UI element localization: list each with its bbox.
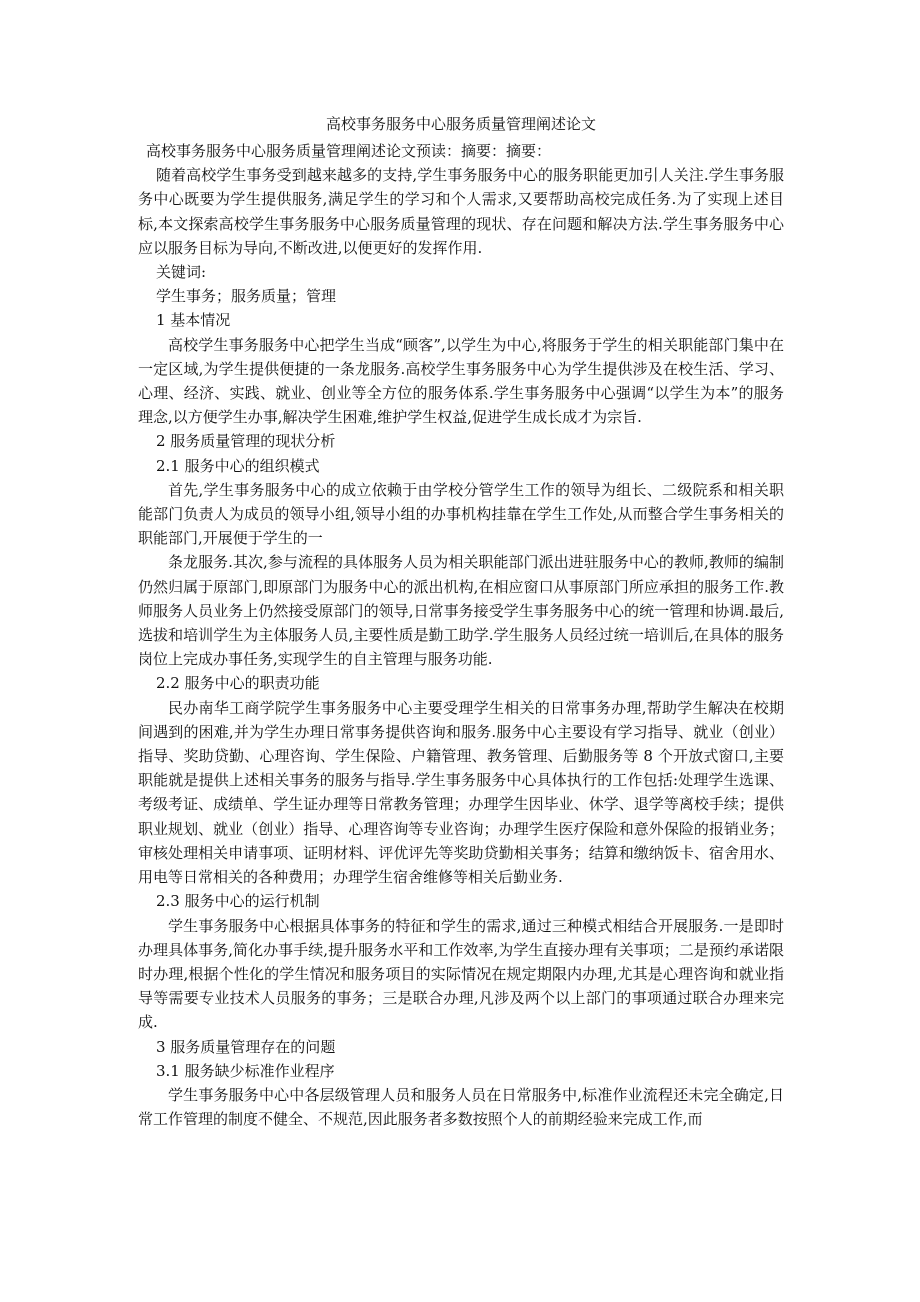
subsection-heading: 2.2 服务中心的职责功能 (156, 674, 320, 693)
section-heading: 1 基本情况 (156, 311, 231, 330)
keywords-label: 关键词: (156, 263, 207, 282)
body-paragraph: 学生事务服务中心中各层级管理人员和服务人员在日常服务中,标准作业流程还未完全确定,日常工作管理的制度不健全、不规范,因此服务者多数按照个人的前期经验来完成工作,而 (138, 1085, 784, 1129)
keywords-text: 学生事务；服务质量；管理 (156, 287, 337, 306)
subsection-heading: 2.1 服务中心的组织模式 (156, 456, 320, 475)
section-heading: 2 服务质量管理的现状分析 (156, 432, 336, 451)
body-paragraph: 学生事务服务中心根据具体事务的特征和学生的需求,通过三种模式相结合开展服务.一是即时办理具体事务,简化办事手续,提升服务水平和工作效率,为学生直接办理有关事项；二是预约承诺限时办理,根据个性化的学生情况和服务项目的实际情况在规定期限内办理,尤其是心理咨询和就业指导等需要专业技术人员服务的事务；三是联合办理,凡涉及两个以上部门的事项通过联合办理来完成. (138, 916, 784, 1032)
subsection-heading: 2.3 服务中心的运行机制 (156, 892, 320, 911)
abstract-paragraph: 随着高校学生事务受到越来越多的支持,学生事务服务中心的服务职能更加引人关注.学生事务服务中心既要为学生提供服务,满足学生的学习和个人需求,又要帮助高校完成任务.为了实现上述目标,本文探索高校学生事务服务中心服务质量管理的现状、存在问题和解决方法.学生事务服务中心应以服务目标为导向,不断改进,以便更好的发挥作用. (138, 166, 784, 257)
document-title: 高校事务服务中心服务质量管理阐述论文 (325, 115, 596, 133)
body-paragraph: 条龙服务.其次,参与流程的具体服务人员为相关职能部门派出进驻服务中心的教师,教师的编制仍然归属于原部门,即原部门为服务中心的派出机构,在相应窗口从事原部门所应承担的服务工作.教师服务人员业务上仍然接受原部门的领导,日常事务接受学生事务服务中心的统一管理和协调.最后,选拔和培训学生为主体服务人员,主要性质是勤工助学.学生服务人员经过统一培训后,在具体的服务岗位上完成办事任务,实现学生的自主管理与服务功能. (138, 553, 784, 669)
section-heading: 3 服务质量管理存在的问题 (156, 1037, 336, 1056)
document-page (138, 112, 784, 1131)
body-paragraph: 首先,学生事务服务中心的成立依赖于由学校分管学生工作的领导为组长、二级院系和相关职能部门负责人为成员的领导小组,领导小组的办事机构挂靠在学生工作处,从而整合学生事务相关的职能部门,开展便于学生的一 (138, 480, 784, 548)
body-paragraph: 民办南华工商学院学生事务服务中心主要受理学生相关的日常事务办理,帮助学生解决在校期间遇到的困难,并为学生办理日常事务提供咨询和服务.服务中心主要设有学习指导、就业（创业）指导、奖助贷勤、心理咨询、学生保险、户籍管理、教务管理、后勤服务等 8 个开放式窗口,主要职能就是提供上述相关事务的服务与指导.学生事务服务中心具体执行的工作包括:处理学生选课、考级考证、成绩单、学生证办理等日常教务管理；办理学生因毕业、休学、退学等离校手续；提供职业规划、就业（创业）指导、心理咨询等专业咨询；办理学生医疗保险和意外保险的报销业务；审核处理相关申请事项、证明材料、评优评先等奖助贷勤相关事务；结算和缴纳饭卡、宿舍用水、用电等日常相关的各种费用；办理学生宿舍维修等相关后勤业务. (138, 698, 784, 887)
body-paragraph: 高校学生事务服务中心把学生当成“顾客”,以学生为中心,将服务于学生的相关职能部门集中在一定区域,为学生提供便捷的一条龙服务.高校学生事务服务中心为学生提供涉及在校生活、学习、心理、经济、实践、就业、创业等全方位的服务体系.学生事务服务中心强调“以学生为本”的服务理念,以方便学生办事,解决学生困难,维护学生权益,促进学生成长成才为宗旨. (138, 335, 784, 427)
subsection-heading: 3.1 服务缺少标准作业程序 (156, 1061, 335, 1080)
preview-line: 高校事务服务中心服务质量管理阐述论文预读：摘要：摘要： (146, 142, 552, 160)
